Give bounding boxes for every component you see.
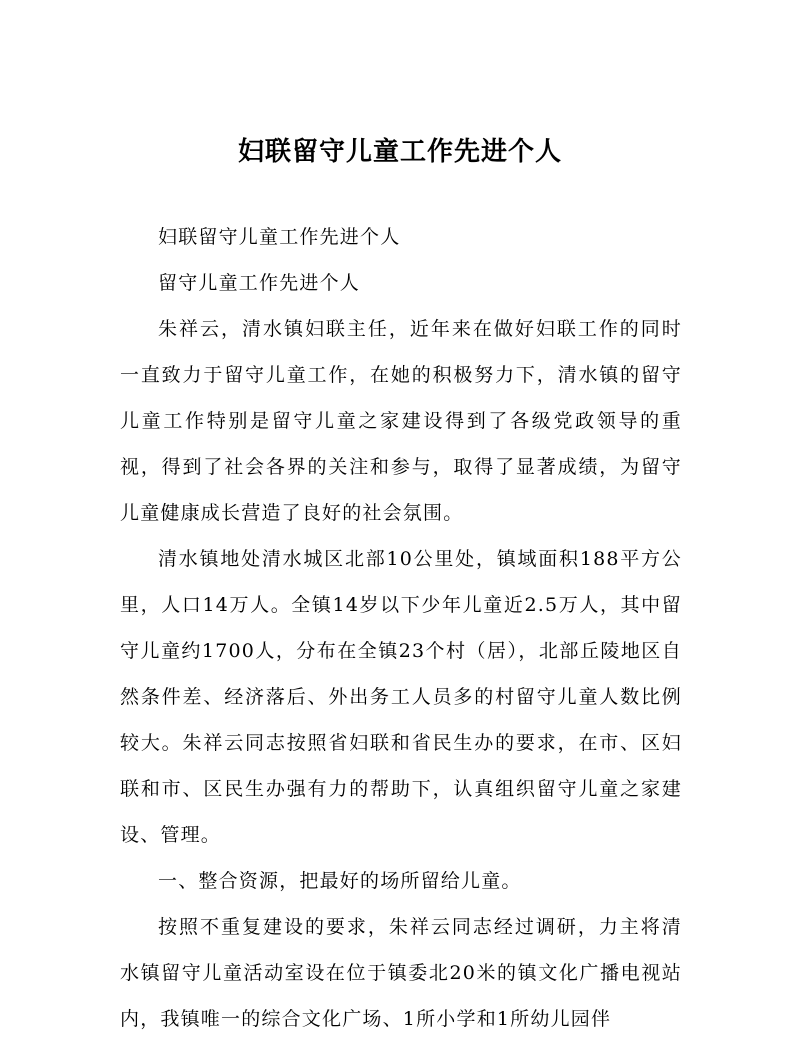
document-title: 妇联留守儿童工作先进个人 [237,137,562,167]
paragraph-heading: 留守儿童工作先进个人 [158,272,361,294]
paragraph-subtitle: 妇联留守儿童工作先进个人 [158,226,401,248]
paragraph-intro: 朱祥云，清水镇妇联主任，近年来在做好妇联工作的同时一直致力于留守儿童工作，在她的积极努力下，清水镇的留守儿童工作特别是留守儿童之家建设得到了各级党政领导的重视，得到了社会各界的关注和参与，取得了显著成绩，为留守儿童健康成长营造了良好的社会氛围。 [120,318,682,524]
paragraph-section-heading: 一、整合资源，把最好的场所留给儿童。 [158,870,522,892]
document-body [120,214,682,1042]
paragraph-section-body: 按照不重复建设的要求，朱祥云同志经过调研，力主将清水镇留守儿童活动室设在位于镇委北20米的镇文化广播电视站内，我镇唯一的综合文化广场、1所小学和1所幼儿园伴 [120,916,682,1030]
paragraph-background: 清水镇地处清水城区北部10公里处，镇域面积188平方公里，人口14万人。全镇14岁以下少年儿童近2.5万人，其中留守儿童约1700人，分布在全镇23个村（居），北部丘陵地区自然条件差、经济落后、外出务工人员多的村留守儿童人数比例较大。朱祥云同志按照省妇联和省民生办的要求，在市、区妇联和市、区民生办强有力的帮助下，认真组织留守儿童之家建设、管理。 [120,548,682,846]
